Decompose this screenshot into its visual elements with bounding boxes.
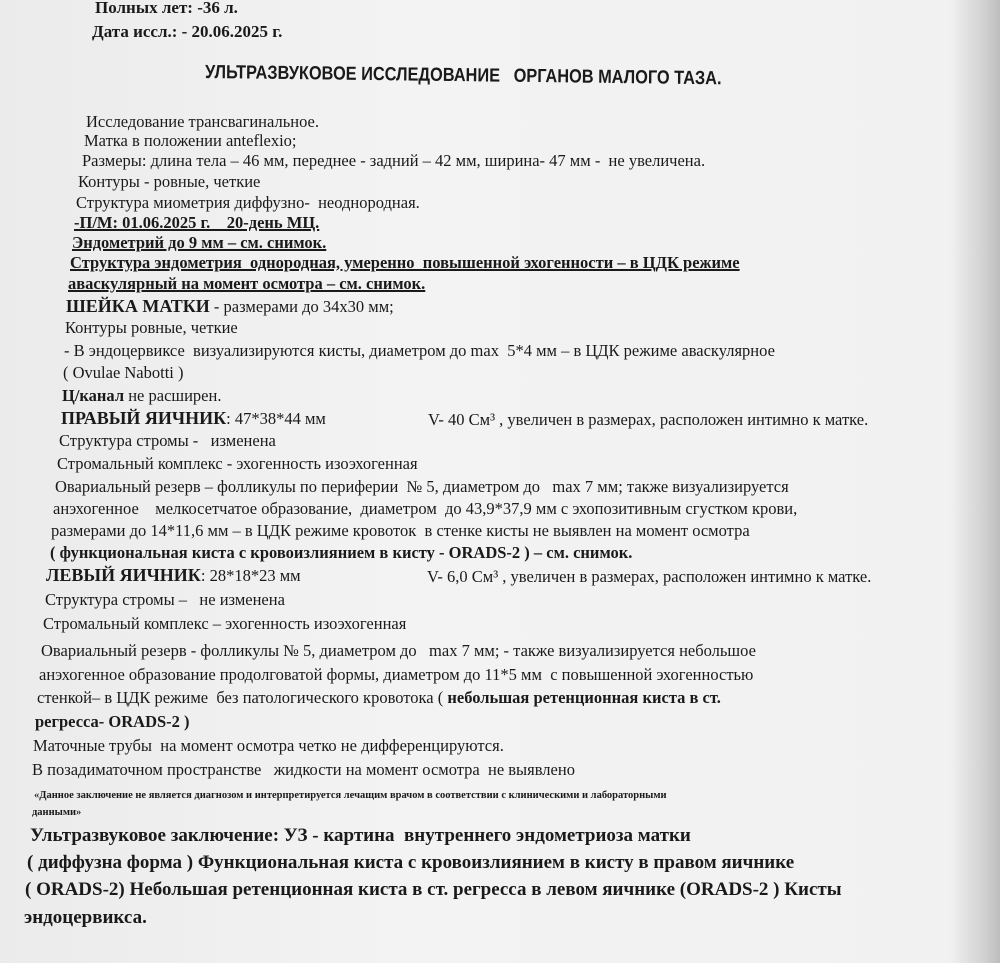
text-line: Стромальный комплекс – эхогенность изоэхогенная bbox=[43, 614, 407, 633]
text-line: анэхогенное образование продолговатой формы, диаметром до 11*5 мм с повышенной эхогенностью bbox=[39, 665, 754, 684]
patient-age: Полных лет: -36 л. bbox=[95, 0, 238, 17]
text-line: Структура стромы – не изменена bbox=[45, 590, 285, 609]
last-period: -П/М: 01.06.2025 г. 20-день МЦ. bbox=[74, 213, 320, 232]
right-ovary-heading: ПРАВЫЙ ЯИЧНИК bbox=[61, 408, 227, 428]
text-line: - В эндоцервиксе визуализируются кисты, диаметром до max 5*4 мм – в ЦДК режиме аваскулярное bbox=[64, 341, 775, 360]
text-line: Матка в положении anteflexio; bbox=[84, 131, 297, 150]
text-line: размерами до 14*11,6 мм – в ЦДК режиме кровоток в стенке кисты не выявлен на момент осмотра bbox=[51, 521, 750, 540]
left-ovary-volume: V- 6,0 См³ , увеличен в размерах, расположен интимно к матке. bbox=[427, 567, 872, 586]
disclaimer: «Данное заключение не является диагнозом и интерпретируется лечащим врачом в соответствии с клиническими и лабораторными bbox=[34, 790, 667, 801]
right-ovary-line bbox=[61, 408, 326, 429]
canal-label: Ц/канал bbox=[62, 386, 125, 405]
text-line: Размеры: длина тела – 46 мм, переднее - задний – 42 мм, ширина- 47 мм - не увеличена. bbox=[82, 151, 706, 170]
conclusion-line: ( ORADS-2) Небольшая ретенционная киста в ст. регресса в левом яичнике (ORADS-2 ) Кисты bbox=[25, 879, 842, 900]
cervix-heading: ШЕЙКА МАТКИ bbox=[66, 296, 210, 316]
text-line: Стромальный комплекс - эхогенность изоэхогенная bbox=[57, 454, 418, 473]
left-ovary-dims: : 28*18*23 мм bbox=[200, 566, 301, 585]
cervix-line bbox=[66, 296, 394, 317]
fallopian-tubes: Маточные трубы на момент осмотра четко не дифференцируются. bbox=[33, 736, 504, 755]
text-line: Контуры ровные, четкие bbox=[65, 318, 238, 337]
text-line: ( Ovulae Nabotti ) bbox=[63, 363, 184, 382]
left-ovary-heading: ЛЕВЫЙ ЯИЧНИК bbox=[46, 565, 201, 585]
cervical-canal bbox=[62, 386, 221, 406]
conclusion-line: Ультразвуковое заключение: УЗ - картина внутреннего эндометриоза матки bbox=[30, 825, 691, 846]
text-line: анэхогенное мелкосетчатое образование, диаметром до 43,9*37,9 мм с эхопозитивным сгустком крови, bbox=[53, 499, 798, 518]
disclaimer-cont: данными» bbox=[32, 807, 82, 818]
text-line: Исследование трансвагинальное. bbox=[86, 112, 319, 131]
left-ovary-line bbox=[46, 565, 301, 586]
right-ovary-volume: V- 40 См³ , увеличен в размерах, расположен интимно к матке. bbox=[428, 410, 869, 429]
free-fluid: В позадиматочном пространстве жидкости на момент осмотра не выявлено bbox=[32, 760, 575, 779]
cervix-size: - размерами до 34х30 мм; bbox=[209, 297, 394, 316]
conclusion-line: эндоцервикса. bbox=[24, 907, 147, 928]
text-line: Овариальный резерв - фолликулы № 5, диаметром до max 7 мм; - также визуализируется небольшое bbox=[41, 641, 756, 660]
right-ovary-conclusion: ( функциональная киста с кровоизлиянием в кисту - ORADS-2 ) – см. снимок. bbox=[50, 543, 633, 562]
text-span: стенкой– в ЦДК режиме без патологического кровотока ( bbox=[37, 688, 448, 707]
canal-value: не расширен. bbox=[124, 386, 222, 405]
text-line bbox=[37, 688, 721, 708]
report-title: УЛЬТРАЗВУКОВОЕ ИССЛЕДОВАНИЕ ОРГАНОВ МАЛОГО ТАЗА. bbox=[204, 62, 722, 90]
endometrium-structure: Структура эндометрия однородная, умеренно повышенной эхогенности – в ЦДК режиме bbox=[70, 253, 740, 272]
endometrium-structure-cont: аваскулярный на момент осмотра – см. снимок. bbox=[68, 274, 426, 293]
text-line: Структура стромы - изменена bbox=[59, 431, 276, 450]
right-ovary-dims: : 47*38*44 мм bbox=[226, 409, 326, 428]
text-line: регресса- ORADS-2 ) bbox=[35, 712, 190, 731]
text-line: Контуры - ровные, четкие bbox=[78, 172, 261, 191]
exam-date: Дата иссл.: - 20.06.2025 г. bbox=[92, 22, 283, 41]
endometrium-thickness: Эндометрий до 9 мм – см. снимок. bbox=[72, 233, 327, 252]
text-line: Овариальный резерв – фолликулы по периферии № 5, диаметром до max 7 мм; также визуализируется bbox=[55, 477, 789, 496]
conclusion-line: ( диффузна форма ) Функциональная киста с кровоизлиянием в кисту в правом яичнике bbox=[27, 852, 795, 873]
left-ovary-conclusion: небольшая ретенционная киста в ст. bbox=[447, 688, 721, 707]
text-line: Структура миометрия диффузно- неоднородная. bbox=[76, 193, 420, 212]
